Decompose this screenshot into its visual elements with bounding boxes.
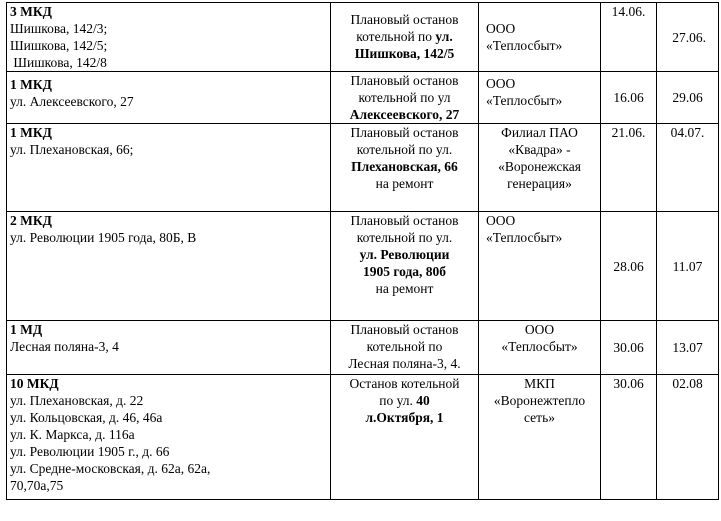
end-date bbox=[657, 3, 719, 72]
address-line: Лесная поляна-3, 4 bbox=[10, 339, 119, 354]
work-line: Лесная поляна-3, 4. bbox=[348, 356, 461, 371]
work-bold-line: ул. Революции bbox=[359, 247, 450, 262]
work-text: по ул. bbox=[379, 393, 413, 408]
end-date bbox=[657, 124, 719, 212]
table-row bbox=[7, 321, 719, 375]
org-line: «Теплосбыт» bbox=[486, 93, 563, 108]
work-cell bbox=[331, 72, 479, 124]
table-row bbox=[7, 124, 719, 212]
work-cell bbox=[331, 212, 479, 321]
end-date-text: 29.06 bbox=[672, 90, 703, 105]
work-bold-line: Плехановская, 66 bbox=[351, 159, 458, 174]
org-line: генерация» bbox=[507, 176, 572, 191]
start-date bbox=[601, 3, 657, 72]
work-line: Плановый останов bbox=[350, 125, 459, 140]
outage-schedule-table bbox=[6, 2, 719, 500]
start-date-text: 30.06 bbox=[613, 376, 644, 391]
start-date-text: 16.06 bbox=[613, 90, 644, 105]
org-line: Филиал ПАО bbox=[501, 125, 578, 140]
work-line: Плановый останов bbox=[350, 12, 459, 27]
work-line: котельной по ул. bbox=[356, 230, 453, 245]
organization-cell bbox=[479, 212, 601, 321]
work-cell bbox=[331, 321, 479, 375]
work-line: на ремонт bbox=[375, 176, 434, 191]
address-line: 70,70а,75 bbox=[10, 478, 64, 493]
work-line: на ремонт bbox=[375, 281, 434, 296]
end-date-text: 27.06. bbox=[672, 29, 706, 45]
organization-cell bbox=[479, 321, 601, 375]
address-line: Шишкова, 142/3; bbox=[10, 21, 108, 36]
end-date-text: 04.07. bbox=[670, 125, 705, 140]
object-title: 3 МКД bbox=[10, 4, 52, 19]
work-cell bbox=[331, 124, 479, 212]
organization-cell bbox=[479, 3, 601, 72]
org-line: «Воронежтепло bbox=[493, 393, 586, 408]
start-date-text: 30.06 bbox=[613, 340, 644, 355]
work-line: Плановый останов bbox=[350, 213, 459, 228]
address-line: ул. Плехановская, 66; bbox=[10, 142, 134, 157]
table-row bbox=[7, 3, 719, 72]
start-date bbox=[601, 375, 657, 500]
object-cell bbox=[7, 72, 331, 124]
work-line: Останов котельной bbox=[349, 376, 460, 391]
end-date-text: 02.08 bbox=[672, 376, 703, 391]
object-title: 1 МКД bbox=[10, 77, 52, 92]
object-cell bbox=[7, 321, 331, 375]
end-date bbox=[657, 375, 719, 500]
org-line: ООО bbox=[486, 76, 516, 91]
work-bold-line: л.Октября, 1 bbox=[365, 410, 444, 425]
org-line: «Теплосбыт» bbox=[486, 230, 563, 245]
work-text: котельной по bbox=[356, 29, 433, 44]
work-bold-text: 40 bbox=[416, 393, 430, 408]
org-line: ООО bbox=[486, 21, 516, 36]
object-title: 1 МКД bbox=[10, 125, 52, 140]
start-date-text: 28.06 bbox=[613, 258, 644, 274]
object-cell bbox=[7, 124, 331, 212]
org-line: МКП bbox=[524, 376, 555, 391]
object-title: 10 МКД bbox=[10, 376, 59, 391]
organization-cell bbox=[479, 375, 601, 500]
start-date bbox=[601, 321, 657, 375]
start-date bbox=[601, 212, 657, 321]
address-line: ул. К. Маркса, д. 116а bbox=[10, 427, 135, 442]
object-cell bbox=[7, 212, 331, 321]
work-cell bbox=[331, 3, 479, 72]
work-line: Плановый останов bbox=[350, 322, 459, 337]
work-bold-text: ул. bbox=[435, 29, 453, 44]
start-date bbox=[601, 124, 657, 212]
organization-cell bbox=[479, 72, 601, 124]
organization-cell bbox=[479, 124, 601, 212]
start-date bbox=[601, 72, 657, 124]
end-date bbox=[657, 72, 719, 124]
org-line: ООО bbox=[486, 213, 516, 228]
work-line: Плановый останов bbox=[350, 73, 459, 88]
object-cell bbox=[7, 3, 331, 72]
table-row bbox=[7, 375, 719, 500]
address-line: ул. Средне-московская, д. 62а, 62а, bbox=[10, 461, 211, 476]
work-line bbox=[334, 392, 475, 409]
object-title: 2 МКД bbox=[10, 213, 52, 228]
end-date-text: 13.07 bbox=[672, 340, 703, 355]
start-date-text: 14.06. bbox=[611, 4, 646, 19]
org-line: «Воронежская bbox=[498, 159, 581, 174]
start-date-text: 21.06. bbox=[611, 125, 646, 140]
table-row bbox=[7, 212, 719, 321]
end-date-text: 11.07 bbox=[672, 258, 703, 274]
org-line: ООО bbox=[524, 322, 555, 337]
end-date bbox=[657, 321, 719, 375]
work-bold-line: 1905 года, 80б bbox=[362, 264, 447, 279]
work-line: котельной по ул bbox=[358, 90, 451, 105]
object-cell bbox=[7, 375, 331, 500]
end-date bbox=[657, 212, 719, 321]
org-line: сеть» bbox=[524, 410, 555, 425]
address-line: Шишкова, 142/5; bbox=[10, 38, 108, 53]
address-line: ул. Кольцовская, д. 46, 46а bbox=[10, 410, 163, 425]
address-line: ул. Революции 1905 г., д. 66 bbox=[10, 444, 170, 459]
address-line: ул. Алексеевского, 27 bbox=[10, 94, 134, 109]
address-line: Шишкова, 142/8 bbox=[10, 55, 107, 70]
object-title: 1 МД bbox=[10, 322, 43, 337]
work-cell bbox=[331, 375, 479, 500]
address-line: ул. Плехановская, д. 22 bbox=[10, 393, 144, 408]
org-line: «Теплосбыт» bbox=[486, 38, 563, 53]
work-bold-line: Шишкова, 142/5 bbox=[354, 46, 455, 61]
table-row bbox=[7, 72, 719, 124]
work-line: котельной по ул. bbox=[356, 142, 453, 157]
org-line: «Теплосбыт» bbox=[501, 339, 578, 354]
address-line: ул. Революции 1905 года, 80Б, В bbox=[10, 230, 197, 245]
work-line: котельной по bbox=[366, 339, 443, 354]
work-line bbox=[334, 28, 475, 45]
org-line: «Квадра» - bbox=[508, 142, 571, 157]
work-bold-line: Алексеевского, 27 bbox=[349, 107, 460, 122]
